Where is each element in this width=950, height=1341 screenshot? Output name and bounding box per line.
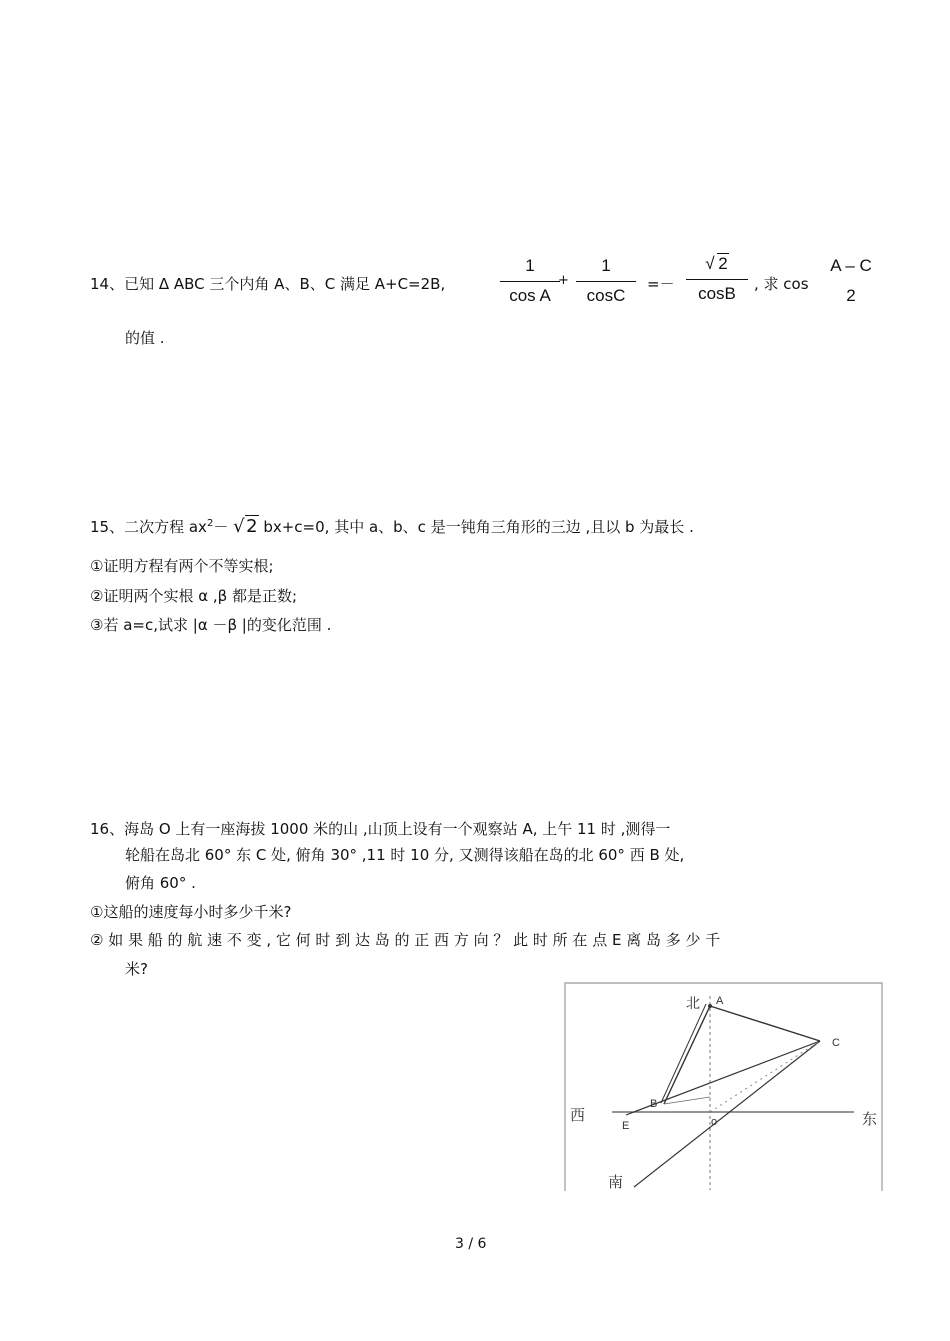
fraction-A-minus-C-over-2 bbox=[824, 256, 878, 306]
problem15-prefix: 15、二次方程 ax bbox=[90, 518, 207, 536]
label-B: B bbox=[650, 1098, 658, 1110]
problem14-tail: 的值 . bbox=[125, 329, 165, 347]
fraction-1-over-cosC bbox=[576, 256, 636, 306]
minus-sign: － bbox=[213, 518, 229, 536]
problem16-line-1: 16、海岛 O 上有一座海拔 1000 米的山 ,山顶上设有一个观察站 A, 上午 11 时 ,测得一 bbox=[90, 820, 671, 838]
fraction-bar bbox=[686, 279, 748, 280]
segment-AB bbox=[664, 1006, 710, 1104]
equals-minus: =－ bbox=[647, 275, 675, 293]
point-A bbox=[708, 1004, 712, 1008]
problem16-question-2: ② 如 果 船 的 航 速 不 变 , 它 何 时 到 达 岛 的 正 西 方 向 ？ 此 时 所 在 点 E 离 岛 多 少 千 bbox=[90, 931, 721, 949]
sqrt-symbol bbox=[705, 254, 728, 274]
sqrt-symbol bbox=[233, 516, 258, 537]
problem16-line-3: 俯角 60° . bbox=[125, 874, 196, 892]
problem15-item-1: ①证明方程有两个不等实根; bbox=[90, 557, 274, 575]
problem15-equation-line bbox=[90, 516, 694, 537]
diagram-frame bbox=[565, 983, 882, 1191]
problem16-line-2: 轮船在岛北 60° 东 C 处, 俯角 30° ,11 时 10 分, 又测得该船在岛的北 60° 西 B 处, bbox=[125, 846, 685, 864]
problem14-text: 14、已知 Δ ABC 三个内角 A、B、C 满足 A+C=2B, bbox=[90, 275, 446, 293]
label-E: E bbox=[622, 1120, 630, 1132]
label-O: o bbox=[711, 1116, 718, 1128]
label-C: C bbox=[832, 1037, 840, 1049]
problem16-question-1: ①这船的速度每小时多少千米? bbox=[90, 903, 292, 921]
diagram-svg bbox=[564, 982, 884, 1192]
label-west: 西 bbox=[570, 1106, 586, 1124]
segment-AC bbox=[710, 1006, 820, 1041]
label-north: 北 bbox=[686, 996, 700, 1012]
superscript-2: 2 bbox=[206, 518, 214, 529]
problem15-item-2: ②证明两个实根 α ,β 都是正数; bbox=[90, 587, 298, 605]
page-number: 3 / 6 bbox=[455, 1236, 487, 1252]
ask-cos: , 求 cos bbox=[754, 275, 809, 293]
problem15-rest: bx+c=0, 其中 a、b、c 是一钝角三角形的三边 ,且以 b 为最长 . bbox=[263, 518, 694, 536]
fraction-denominator: cos A bbox=[509, 286, 551, 305]
fraction-bar-invisible bbox=[824, 281, 878, 282]
compass-diagram bbox=[564, 982, 884, 1192]
radicand: 2 bbox=[246, 516, 258, 537]
fraction-denominator: cosC bbox=[586, 286, 626, 305]
segment-AB-double bbox=[661, 1004, 706, 1103]
fraction-denominator: 2 bbox=[846, 286, 856, 305]
fraction-numerator: 1 bbox=[525, 256, 535, 275]
label-A: A bbox=[716, 995, 724, 1007]
fraction-numerator bbox=[686, 254, 748, 274]
fraction-denominator: cosB bbox=[698, 284, 736, 303]
label-east: 东 bbox=[862, 1110, 878, 1128]
plus-sign: + bbox=[558, 273, 569, 288]
fraction-numerator: A – C bbox=[830, 256, 872, 275]
fraction-numerator: 1 bbox=[601, 256, 611, 275]
problem15-item-3: ③若 a=c,试求 |α －β |的变化范围 . bbox=[90, 616, 332, 634]
fraction-bar bbox=[500, 281, 560, 282]
radical-sign: √ bbox=[233, 516, 245, 537]
segment-C-O-southwest bbox=[634, 1041, 820, 1187]
fraction-1-over-cosA bbox=[500, 256, 560, 306]
fraction-bar bbox=[576, 281, 636, 282]
label-south: 南 bbox=[608, 1173, 624, 1191]
fraction-sqrt2-over-cosB bbox=[686, 252, 748, 304]
problem16-question-2-cont: 米? bbox=[125, 960, 148, 978]
radicand: 2 bbox=[718, 254, 728, 273]
radical-sign: √ bbox=[705, 254, 715, 273]
